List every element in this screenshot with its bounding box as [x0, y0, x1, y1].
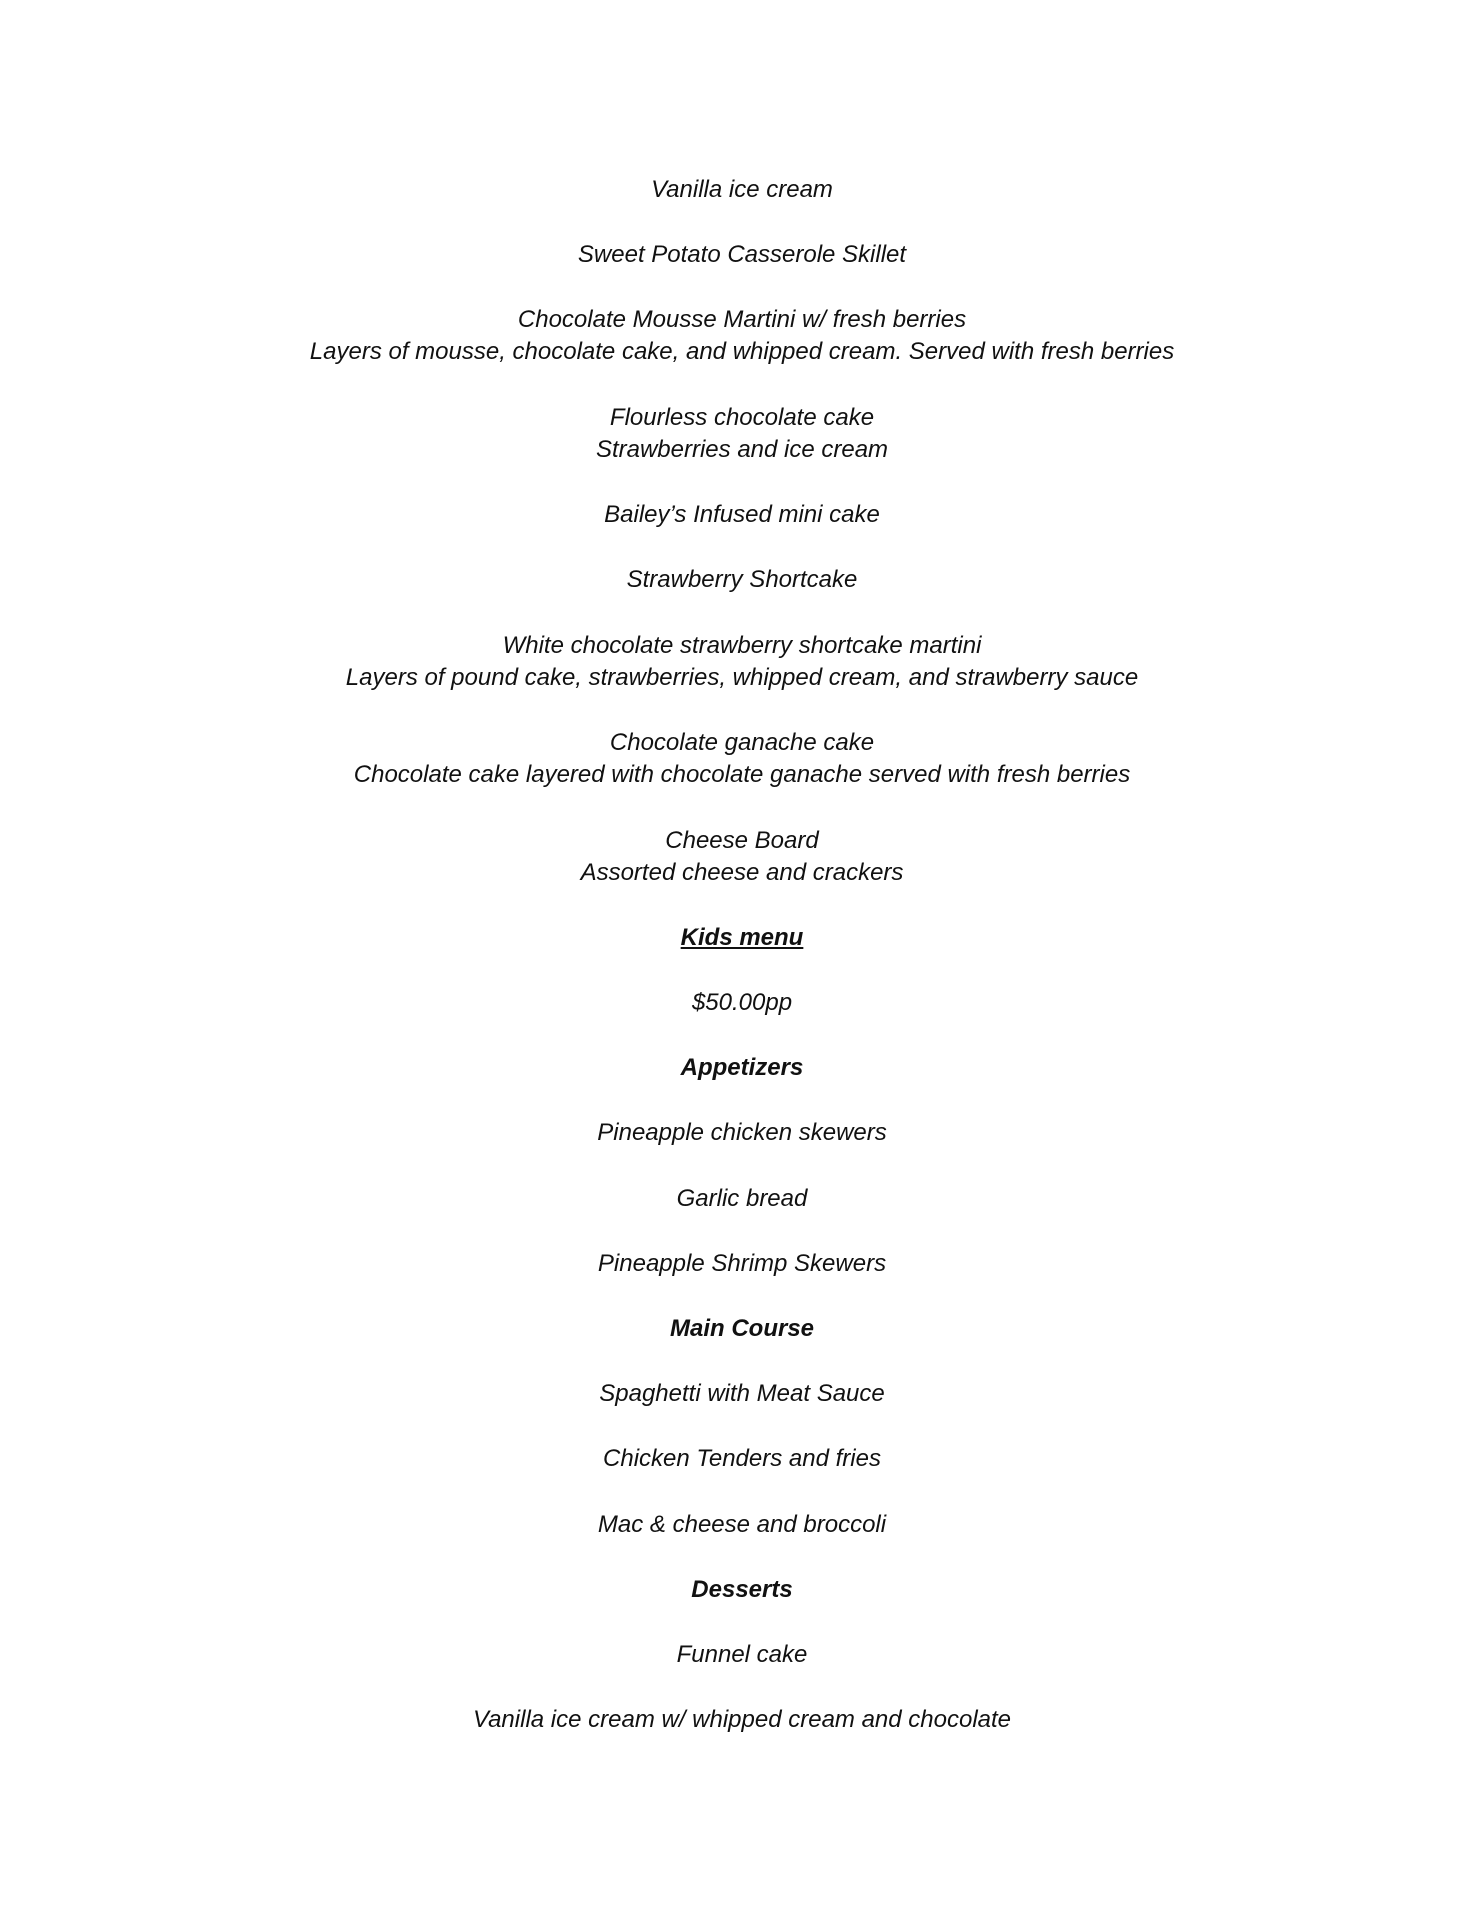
desserts-heading: Desserts [691, 1576, 793, 1603]
menu-item-description: Assorted cheese and crackers [580, 859, 904, 886]
menu-item-name: Flourless chocolate cake [609, 404, 875, 431]
menu-item-name: Sweet Potato Casserole Skillet [577, 241, 907, 268]
menu-item-description: Layers of pound cake, strawberries, whipped cream, and strawberry sauce [345, 664, 1139, 691]
menu-item-description: Strawberries and ice cream [595, 436, 889, 463]
menu-item-name: Chocolate Mousse Martini w/ fresh berries [517, 306, 967, 333]
dessert-item: Vanilla ice cream w/ whipped cream and chocolate [472, 1706, 1012, 1733]
menu-item-name: Vanilla ice cream [651, 176, 833, 203]
main-course-heading: Main Course [669, 1315, 815, 1342]
menu-item-name: Cheese Board [665, 827, 819, 854]
appetizer-item: Pineapple chicken skewers [597, 1119, 887, 1146]
appetizer-item: Garlic bread [676, 1185, 808, 1212]
menu-item-description: Chocolate cake layered with chocolate ganache served with fresh berries [353, 761, 1131, 788]
kids-menu-price: $50.00pp [691, 989, 793, 1016]
main-course-item: Spaghetti with Meat Sauce [599, 1380, 885, 1407]
menu-item-name: White chocolate strawberry shortcake martini [502, 632, 982, 659]
main-course-item: Chicken Tenders and fries [603, 1445, 881, 1472]
appetizers-heading: Appetizers [680, 1054, 804, 1081]
dessert-item: Funnel cake [676, 1641, 808, 1668]
kids-menu-title: Kids menu [680, 924, 804, 951]
main-course-item: Mac & cheese and broccoli [597, 1511, 887, 1538]
menu-item-description: Layers of mousse, chocolate cake, and whipped cream. Served with fresh berries [309, 338, 1175, 365]
menu-item-name: Bailey’s Infused mini cake [604, 501, 880, 528]
appetizer-item: Pineapple Shrimp Skewers [597, 1250, 887, 1277]
menu-item-name: Chocolate ganache cake [609, 729, 875, 756]
menu-item-name: Strawberry Shortcake [626, 566, 858, 593]
